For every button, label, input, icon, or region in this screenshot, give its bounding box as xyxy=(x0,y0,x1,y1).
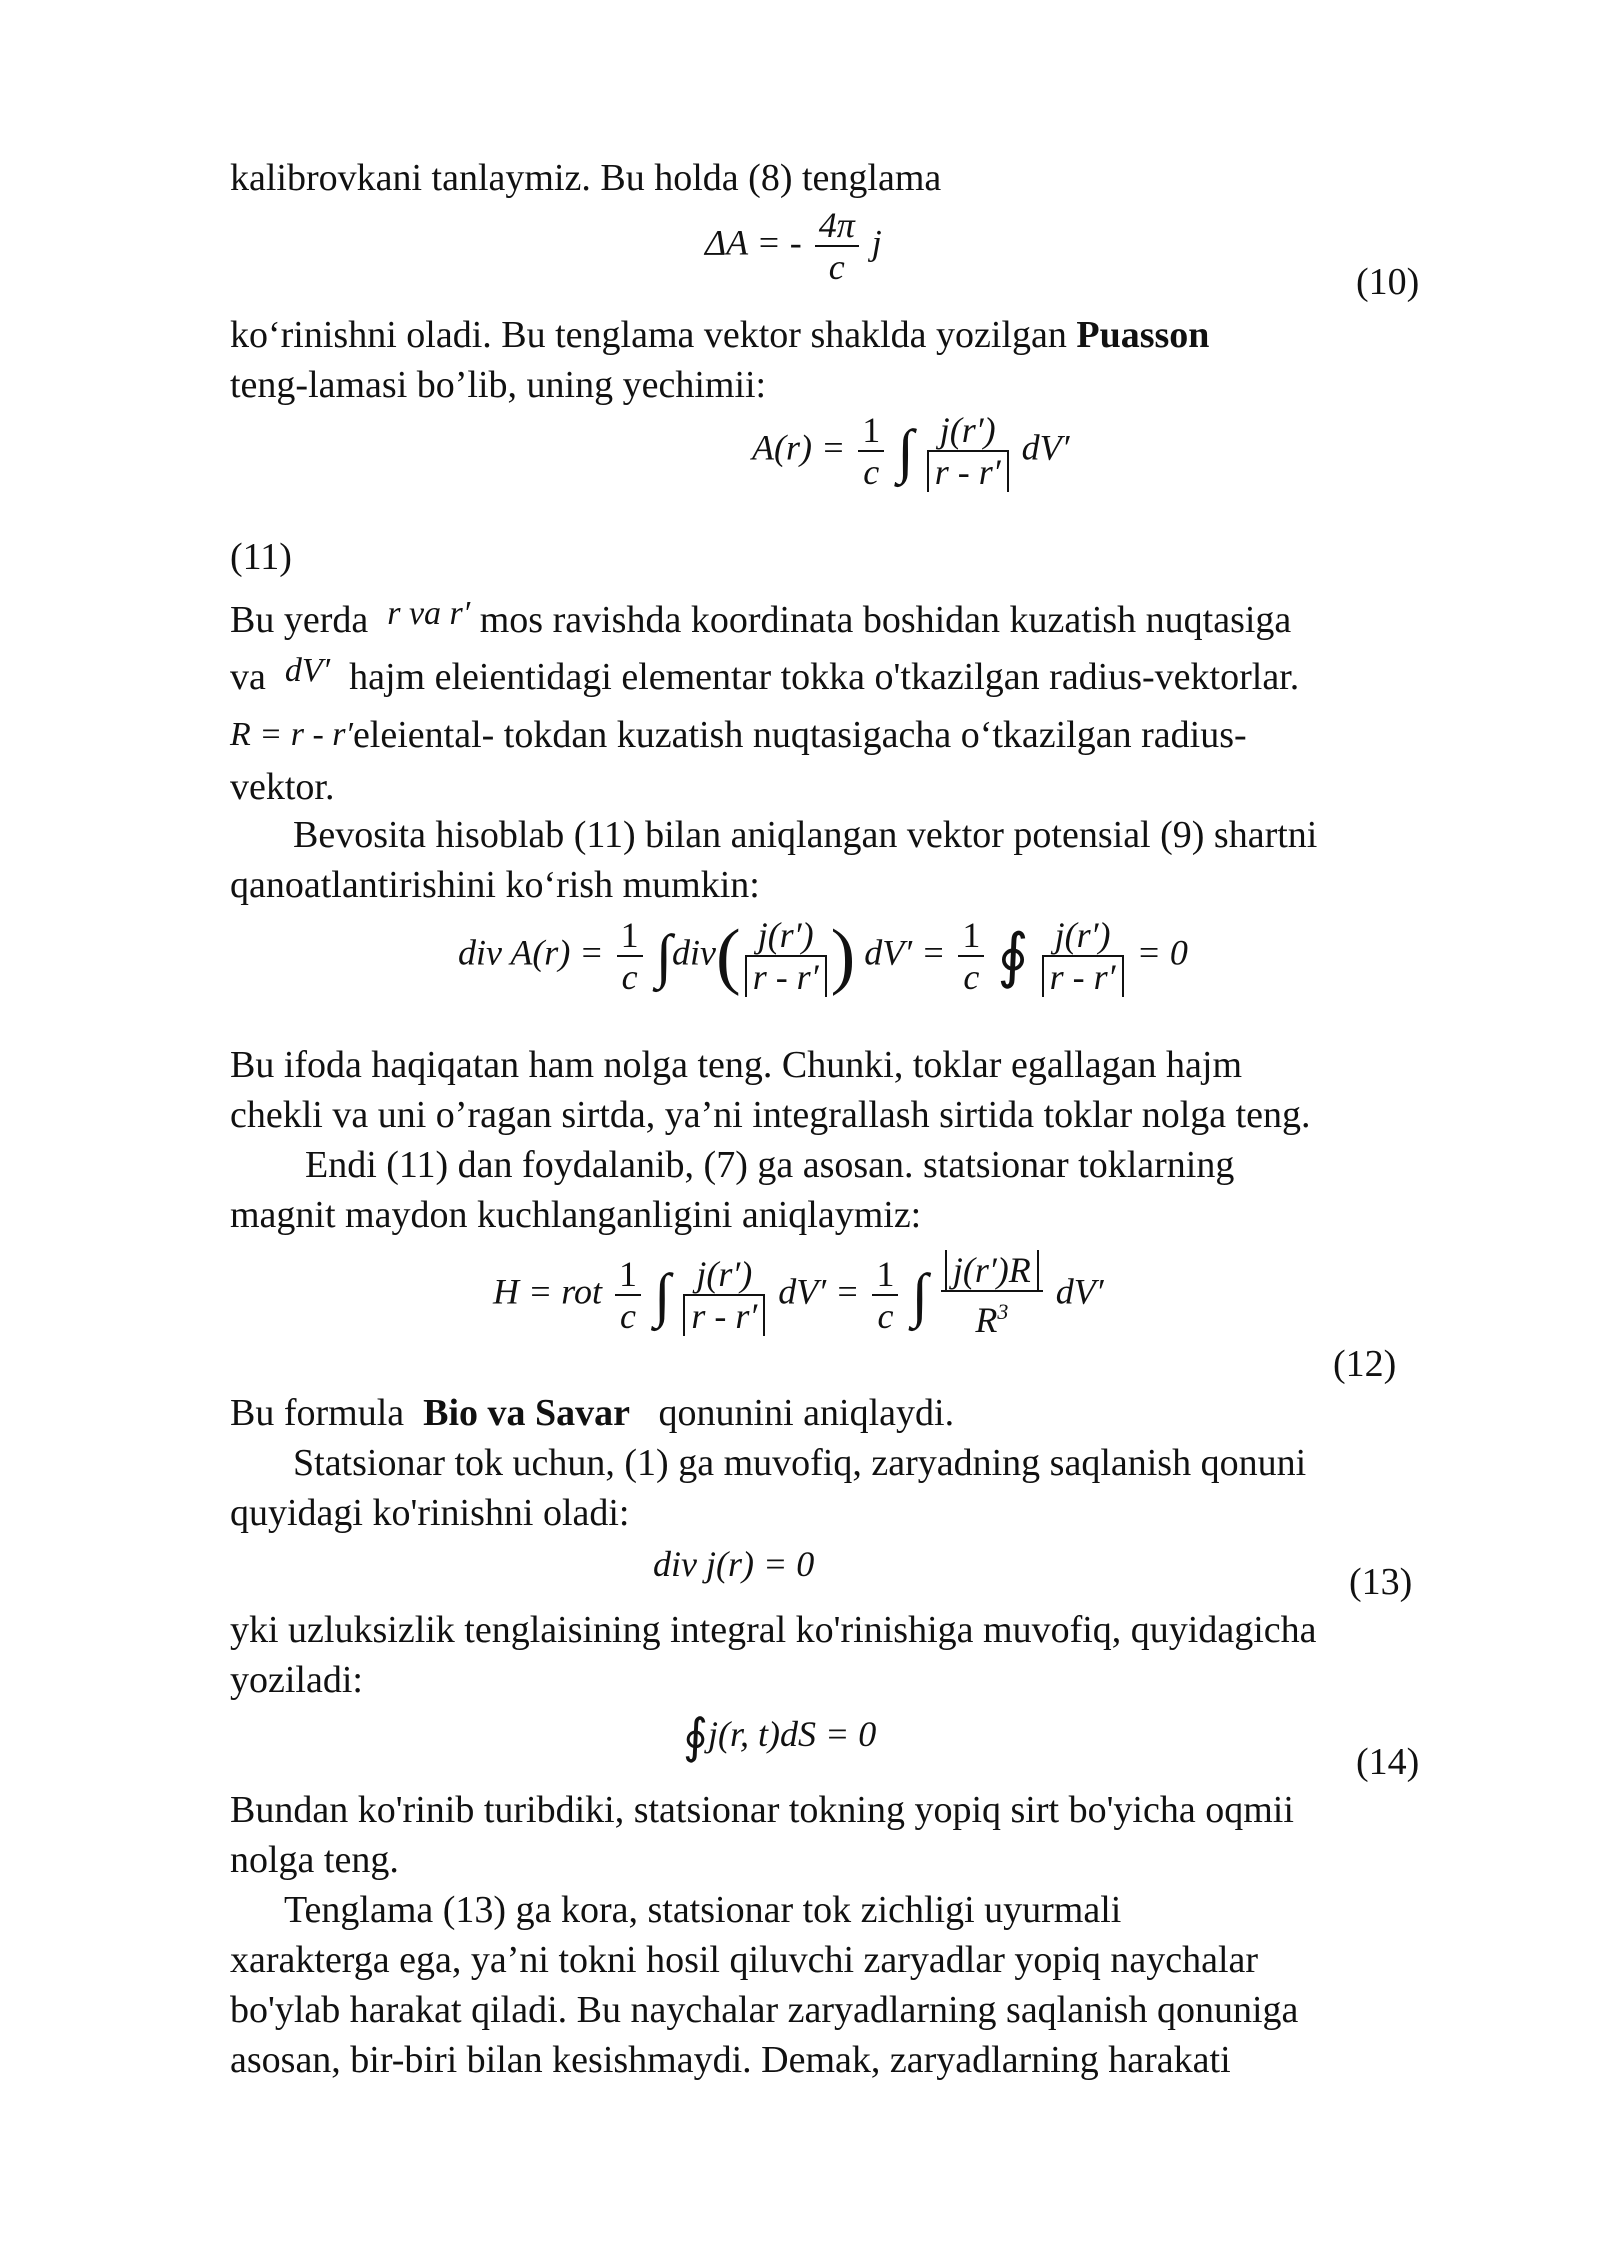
equation-11: A(r) = $\frac{1}{c}$ ∫ $\frac{j(r')}{r - r'}$ dV′ xyxy=(752,410,1070,492)
text-line: teng-lamasi bo’lib, uning yechimii: xyxy=(230,364,767,406)
equation-number: (13) xyxy=(1349,1561,1413,1603)
text-line: Bu formula Bio va Savar qonunini aniqlaydi. xyxy=(230,1392,955,1434)
text-line: Bevosita hisoblab (11) bilan aniqlangan vektor potensial (9) shartni xyxy=(293,814,1318,856)
equation-number: (12) xyxy=(1333,1343,1397,1385)
equation-number: (14) xyxy=(1356,1741,1420,1783)
equation-number: (10) xyxy=(1356,261,1420,303)
text-line: R = r - r′eleiental- tokdan kuzatish nuqtasigacha o‘tkazilgan radius- xyxy=(230,714,1247,756)
text-line: nolga teng. xyxy=(230,1839,399,1881)
text-line: Bu ifoda haqiqatan ham nolga teng. Chunki, toklar egallagan hajm xyxy=(230,1044,1243,1086)
text-line: Tenglama (13) ga kora, statsionar tok zichligi uyurmali xyxy=(284,1889,1122,1931)
equation-12: H = rot $\frac{1}{c}$ ∫ $\frac{j(r')}{r - r'}$ dV′ = $\frac{1}{c}$ ∫ $\frac{j(r')R}{R^3}$ dV′ xyxy=(493,1250,1104,1340)
equation-10: ΔA = - $\frac{4\pi}{c}$ j xyxy=(705,205,882,287)
text-line: qanoatlantirishini ko‘rish mumkin: xyxy=(230,864,760,906)
text-line: Endi (11) dan foydalanib, (7) ga asosan. statsionar toklarning xyxy=(305,1144,1235,1186)
text-line: yki uzluksizlik tenglaisining integral ko'rinishiga muvofiq, quyidagicha xyxy=(230,1609,1317,1651)
text-line: va dV′ hajm eleientidagi elementar tokka o'tkazilgan radius-vektorlar. xyxy=(230,652,1300,698)
text-line: chekli va uni o’ragan sirtda, ya’ni integrallash sirtida toklar nolga teng. xyxy=(230,1094,1311,1136)
text-line: yoziladi: xyxy=(230,1659,363,1701)
text-line: (11) xyxy=(230,536,292,578)
text-line: quyidagi ko'rinishni oladi: xyxy=(230,1492,630,1534)
equation-13: div j(r) = 0 xyxy=(653,1544,815,1584)
text-line: xarakterga ega, ya’ni tokni hosil qiluvchi zaryadlar yopiq naychalar xyxy=(230,1939,1259,1981)
text-line: magnit maydon kuchlanganligini aniqlaymiz: xyxy=(230,1194,922,1236)
text-line: ko‘rinishni oladi. Bu tenglama vektor shaklda yozilgan Puasson xyxy=(230,314,1210,356)
text-line: bo'ylab harakat qiladi. Bu naychalar zaryadlarning saqlanish qonuniga xyxy=(230,1989,1299,2031)
text-line: Statsionar tok uchun, (1) ga muvofiq, zaryadning saqlanish qonuni xyxy=(293,1442,1307,1484)
text-line: kalibrovkani tanlaymiz. Bu holda (8) tenglama xyxy=(230,157,942,199)
text-line: asosan, bir-biri bilan kesishmaydi. Demak, zaryadlarning harakati xyxy=(230,2039,1231,2081)
text-line: vektor. xyxy=(230,766,335,808)
text-line: Bu yerda r va r′ mos ravishda koordinata boshidan kuzatish nuqtasiga xyxy=(230,595,1292,641)
equation-14: ∮j(r, t)dS = 0 xyxy=(683,1710,877,1764)
equation-div-a: div A(r) = $\frac{1}{c}$ ∫div( $\frac{j(r')}{r - r'}$ ) dV′ = $\frac{1}{c}$ ∮ $\frac{j(r')}{r - r'}$ = 0 xyxy=(458,915,1188,997)
text-line: Bundan ko'rinib turibdiki, statsionar tokning yopiq sirt bo'yicha oqmii xyxy=(230,1789,1294,1831)
